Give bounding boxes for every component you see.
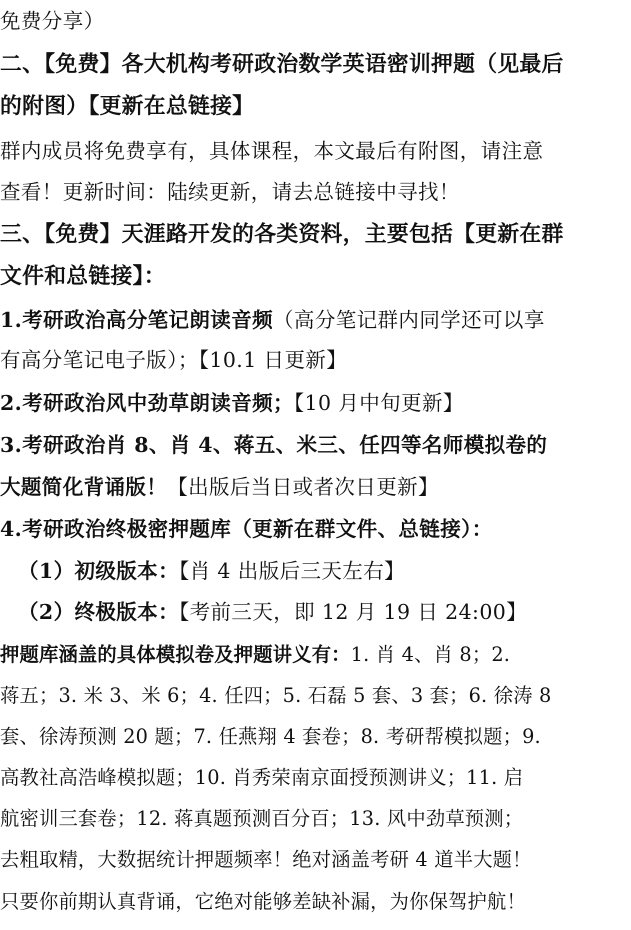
sub-1-update: 【肖 4 出版后三天左右】 [178,559,405,583]
closing-line-2 [0,887,526,917]
section-three-heading [0,220,564,250]
line-text: 套、徐涛预测 20 题；7. 任燕翔 4 套卷；8. 考研帮模拟题；9. [0,725,541,748]
heading-text: 的附图）【更新在总链接】 [0,94,255,119]
line-text: 航密训三套卷；12. 蒋真题预测百分百；13. 风中劲草预测； [0,807,524,830]
coverage-line-1 [0,640,510,670]
coverage-line-3 [0,722,541,752]
line-text: 只要你前期认真背诵，它绝对能够差缺补漏，为你保驾护航！ [0,890,526,913]
item-4-sub-2 [18,597,527,627]
line-text: 有高分笔记电子版）；【10.1 日更新】 [0,348,348,372]
item-4-title: 4.考研政治终极密押题库（更新在群文件、总链接）： [0,517,493,541]
coverage-line-5 [0,804,523,834]
line-text: 免费分享） [0,9,105,33]
line-text: 查看！更新时间：陆续更新，请去总链接中寻找！ [0,180,460,204]
section-three-heading-cont [0,262,166,292]
section-two-heading-cont [0,92,254,122]
item-1-line-1 [0,305,545,335]
item-4-sub-1 [18,556,405,586]
line-text: 群内成员将免费享有，具体课程，本文最后有附图，请注意 [0,139,544,163]
heading-text: 二、【免费】各大机构考研政治数学英语密训押题（见最后 [0,52,564,77]
coverage-label: 押题库涵盖的具体模拟卷及押题讲义有： [0,643,351,666]
item-1-note: （高分笔记群内同学还可以享 [273,308,545,332]
coverage-line-4 [0,763,523,793]
coverage-line-2 [0,681,551,711]
closing-line-1 [0,845,532,875]
section-two-body-line-1 [0,136,543,166]
item-3-update: 【出版后当日或者次日更新】 [167,475,439,499]
item-3-line-1 [0,430,547,460]
item-2-title: 2.考研政治风中劲草朗读音频； [0,391,294,415]
item-2-line [0,388,464,418]
sub-1-label: （1）初级版本： [18,559,179,583]
item-1-title: 1.考研政治高分笔记朗读音频 [0,308,274,332]
text-line-intro-tail [0,6,105,36]
line-text: 去粗取精，大数据统计押题频率！绝对涵盖考研 4 道半大题！ [0,848,532,871]
heading-text: 三、【免费】天涯路开发的各类资料，主要包括【更新在群 [0,222,564,247]
section-two-heading [0,50,564,80]
item-3-line-2 [0,472,439,502]
item-3-title: 3.考研政治肖 8、肖 4、蒋五、米三、任四等名师模拟卷的 [0,433,548,457]
line-text: 蒋五；3. 米 3、米 6；4. 任四；5. 石磊 5 套、3 套；6. 徐涛 8 [0,684,552,707]
item-1-line-2 [0,345,347,375]
line-text: 高教社高浩峰模拟题；10. 肖秀荣南京面授预测讲义；11. 启 [0,766,524,789]
heading-text: 文件和总链接】： [0,264,166,289]
line-text: 1. 肖 4、肖 8；2. [350,643,511,666]
item-3-title-cont: 大题简化背诵版！ [0,475,168,499]
item-2-update: 【10 月中旬更新】 [293,391,464,415]
section-two-body-line-2 [0,177,460,207]
item-4-line [0,514,493,544]
sub-2-update: 【考前三天，即 12 月 19 日 24:00】 [178,600,528,624]
sub-2-label: （2）终极版本： [18,600,179,624]
